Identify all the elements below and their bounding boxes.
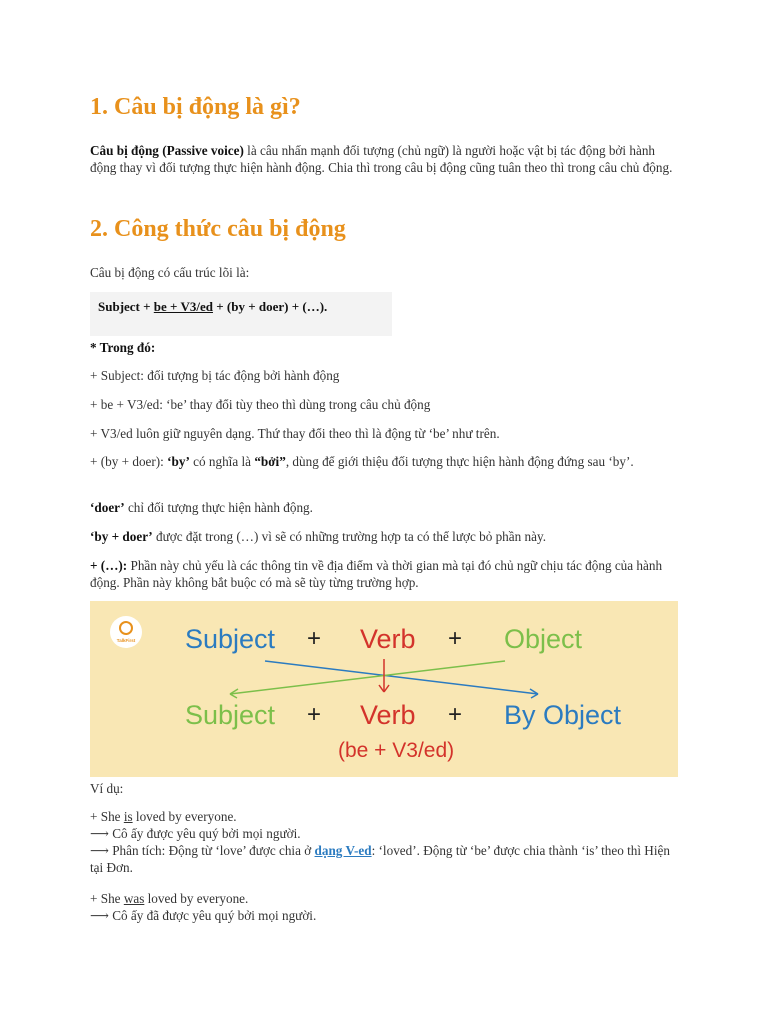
row1-subject: Subject	[185, 624, 276, 654]
note-optional	[90, 528, 676, 545]
intro-definition: là câu nhấn mạnh đối tượng (chủ ngữ) là người hoặc vật bị tác động bởi hành động thay vì đối tượng thực hiện hành động. Chia thì trong câu bị động cũng tuân theo thì trong câu chủ động.	[90, 143, 673, 175]
row2-verb: Verb	[360, 700, 416, 730]
link-dang-v-ed[interactable]: dạng V-ed	[314, 843, 372, 858]
formula-rest: + (by + doer) + (…).	[212, 299, 328, 314]
example-1-analysis-start: ⟶ Phân tích: Động từ ‘love’ được chia ở	[90, 843, 315, 858]
section-title-1: 1. Câu bị động là gì?	[90, 94, 301, 120]
example-1-analysis	[90, 842, 676, 876]
row1-object: Object	[504, 624, 583, 654]
passive-voice-diagram	[90, 601, 678, 777]
structure-lead: Câu bị động có cấu trúc lõi là:	[90, 265, 250, 280]
row1-verb: Verb	[360, 624, 416, 654]
intro-term: Câu bị động (Passive voice)	[90, 143, 244, 158]
note-extra	[90, 557, 676, 591]
row2-plus-1: +	[307, 701, 322, 728]
row2-by-object: By Object	[504, 700, 622, 730]
note-doer-term: ‘doer’	[90, 500, 125, 515]
talkfirst-logo-icon	[110, 616, 142, 648]
logo-text: TalkFirst	[116, 638, 136, 643]
example-1-verb: is	[123, 809, 133, 824]
notes-heading: * Trong đó:	[90, 340, 156, 355]
note-subject: + Subject: đối tượng bị tác động bởi hành động	[90, 368, 340, 383]
note-by-term: ‘by’	[167, 454, 190, 469]
example-2-end: loved by everyone.	[144, 891, 249, 906]
example-1-end: loved by everyone.	[132, 809, 237, 824]
note-optional-text: được đặt trong (…) vì sẽ có những trường hợp ta có thể lược bỏ phần này.	[152, 529, 546, 544]
note-boi-term: “bởi”	[254, 454, 286, 469]
note-extra-text: Phần này chủ yếu là các thông tin về địa điểm và thời gian mà tại đó chủ ngữ chịu tác động của hành động. Phần này không bắt buộc có mà sẽ tùy từng trường hợp.	[90, 558, 663, 590]
formula-subject: Subject +	[98, 299, 154, 314]
note-doer	[90, 499, 676, 516]
note-by-doer-rest: , dùng để giới thiệu đối tượng thực hiện hành động đứng sau ‘by’.	[285, 454, 634, 469]
formula-be-v3: be + V3/ed	[153, 299, 213, 314]
note-be-v3: + be + V3/ed: ‘be’ thay đổi tùy theo thì dùng trong câu chủ động	[90, 397, 431, 412]
note-by-doer-prefix: + (by + doer):	[90, 454, 168, 469]
note-doer-text: chỉ đối tượng thực hiện hành động.	[124, 500, 313, 515]
example-1-sentence	[90, 808, 676, 825]
example-2-verb: was	[123, 891, 145, 906]
example-1	[90, 808, 676, 876]
note-optional-term: ‘by + doer’	[90, 529, 153, 544]
example-2-translation: ⟶ Cô ấy đã được yêu quý bởi mọi người.	[90, 908, 317, 923]
example-2-start: + She	[90, 891, 124, 906]
example-1-start: + She	[90, 809, 124, 824]
formula-box	[90, 292, 392, 336]
intro-paragraph	[90, 142, 676, 176]
example-2-sentence	[90, 890, 676, 907]
row2-verb-note: (be + V3/ed)	[338, 739, 455, 762]
example-2	[90, 890, 676, 924]
example-1-translation: ⟶ Cô ấy được yêu quý bởi mọi người.	[90, 826, 301, 841]
examples-label: Ví dụ:	[90, 781, 124, 796]
note-extra-term: + (…):	[90, 558, 128, 573]
row2-plus-2: +	[448, 701, 463, 728]
row2-subject: Subject	[185, 700, 276, 730]
note-by-doer	[90, 453, 676, 470]
section-title-2: 2. Công thức câu bị động	[90, 216, 346, 242]
note-v3-form: + V3/ed luôn giữ nguyên dạng. Thứ thay đổi theo thì là động từ ‘be’ như trên.	[90, 426, 500, 441]
row1-plus-2: +	[448, 625, 463, 652]
row1-plus-1: +	[307, 625, 322, 652]
note-by-mid: có nghĩa là	[189, 454, 255, 469]
example-1-analysis-end: : ‘loved’. Động từ ‘be’ được chia thành ‘is’ theo thì Hiện tại Đơn.	[90, 843, 670, 875]
